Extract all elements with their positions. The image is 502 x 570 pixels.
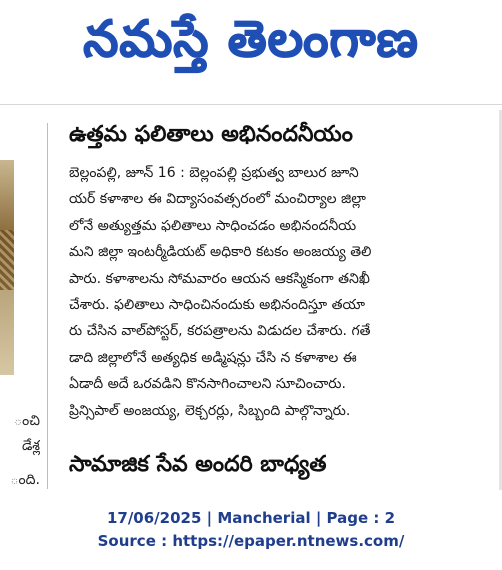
next-article-headline: సామాజిక సేవ అందరి బాధ్యత [69, 452, 327, 477]
left-column-text-fragment: ంచి [14, 413, 40, 429]
article-line: ఏడాదీ అదే ఒరవడిని కొనసాగించాలని సూచించారు. [69, 376, 346, 393]
news-article [69, 118, 469, 424]
article-line: చేశారు. ఫలితాలు సాధించినందుకు అభినందిస్తూ తయా [69, 297, 365, 314]
article-line: ప్రిన్సిపాల్ అంజయ్య, లెక్చరర్లు, సిబ్బంది పాల్గొన్నారు. [69, 402, 351, 419]
article-line: యర్ కళాశాల ఈ విద్యాసంవత్సరంలో మంచిర్యాల జిల్లా [69, 191, 366, 208]
article-headline: ఉత్తమ ఫలితాలు అభినందనీయం [69, 122, 353, 147]
article-line: లోనే అత్యుత్తమ ఫలితాలు సాధించడం అభినందనీయ [69, 217, 357, 234]
newspaper-masthead [0, 0, 502, 78]
article-line: డాది జిల్లాలోనే అత్యధిక అడ్మిషన్లు చేసి న కళాశాల ఈ [69, 349, 357, 366]
cropped-photo [0, 160, 14, 375]
article-line: మని జిల్లా ఇంటర్మీడియట్ అధికారి కటకం అంజయ్య తెలి [69, 244, 372, 261]
footer-date-line: 17/06/2025 | Mancherial | Page : 2 [106, 509, 396, 527]
article-line: బెల్లంపల్లి, జూన్ 16 : బెల్లంపల్లి ప్రభుత్వ బాలుర జూని [69, 165, 359, 181]
left-column-text-fragment: ంది. [10, 472, 40, 488]
article-line: రు చేసిన వాల్‌పోస్టర్, కరపత్రాలను విడుదల చేశారు. గతే [69, 323, 371, 340]
footer-band [0, 490, 502, 570]
left-column-text-fragment: డేశ్ల [21, 438, 40, 454]
article-body [69, 160, 469, 424]
column-divider [47, 123, 48, 489]
article-line: పారు. కళాశాలను సోమవారం ఆయన ఆకస్మికంగా తనిఖీ [69, 270, 370, 287]
top-divider [0, 104, 502, 105]
masthead-title: నమస్తే తెలంగాణ [83, 10, 419, 68]
footer-source-line: Source : https://epaper.ntnews.com/ [97, 532, 405, 550]
